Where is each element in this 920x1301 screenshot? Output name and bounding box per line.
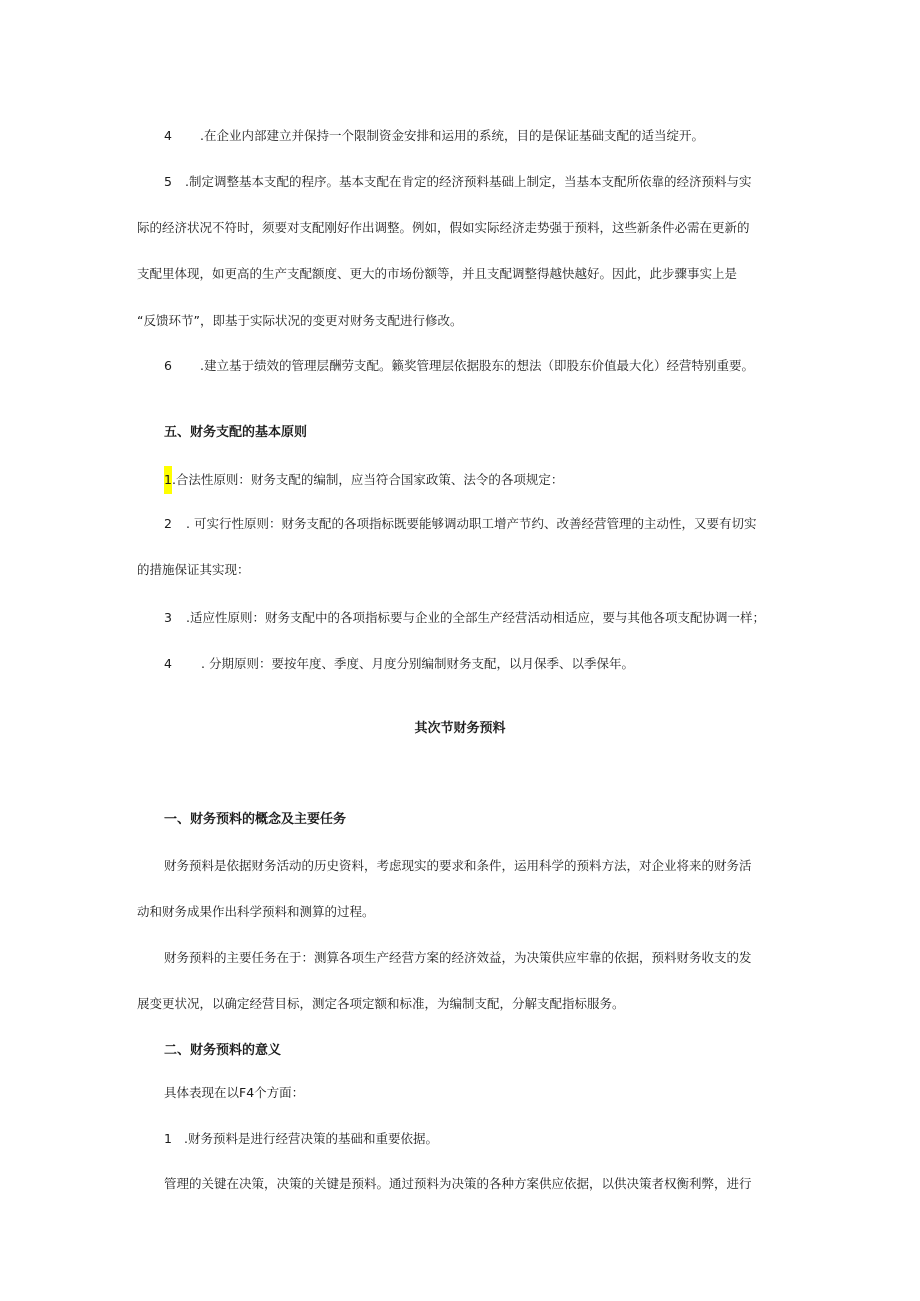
- section-2-paragraph: 管理的关键在决策，决策的关键是预料。通过预料为决策的各种方案供应依据，以供决策者权衡利弊，进行: [164, 1176, 752, 1191]
- item-number: 6: [164, 358, 172, 373]
- item-number: 1: [164, 1131, 172, 1146]
- item-text: .合法性原则：财务支配的编制，应当符合国家政策、法令的各项规定：: [171, 472, 564, 487]
- item-number: 4: [164, 656, 172, 671]
- section-2-item-1: [164, 1131, 438, 1147]
- section-1-paragraph-1: 财务预料是依据财务活动的历史资料，考虑现实的要求和条件，运用科学的预料方法，对企业将来的财务活: [164, 858, 752, 873]
- section-1-paragraph-1-continuation: 动和财务成果作出科学预料和测算的过程。: [137, 904, 375, 919]
- item-text: .财务预料是进行经营决策的基础和重要依据。: [184, 1131, 438, 1146]
- principle-2: [164, 516, 756, 532]
- principle-4: [164, 656, 634, 672]
- item-5: [164, 174, 751, 190]
- highlight-marker: [164, 466, 172, 494]
- item-text: . 分期原则：要按年度、季度、月度分别编制财务支配，以月保季、以季保年。: [201, 656, 634, 671]
- principle-2-continuation: 的措施保证其实现：: [137, 562, 250, 577]
- item-5-continuation: “反馈环节”，即基于实际状况的变更对财务支配进行修改。: [137, 313, 463, 328]
- section-1-paragraph-2-continuation: 展变更状况，以确定经营目标，测定各项定额和标准，为编制支配，分解支配指标服务。: [137, 996, 625, 1011]
- section-1-paragraph-2: 财务预料的主要任务在于：测算各项生产经营方案的经济效益，为决策供应牢靠的依据，预料财务收支的发: [164, 950, 752, 965]
- item-number: 2: [164, 516, 172, 531]
- item-text: .在企业内部建立并保持一个限制资金安排和运用的系统，目的是保证基础支配的适当绽开。: [200, 128, 704, 143]
- item-5-continuation: 际的经济状况不符时，须要对支配刚好作出调整。例如，假如实际经济走势强于预料，这些新条件必需在更新的: [137, 220, 750, 235]
- item-text: . 可实行性原则：财务支配的各项指标既要能够调动职工增产节约、改善经营管理的主动性，又要有切实: [186, 516, 757, 531]
- item-number: 3: [164, 610, 172, 625]
- chapter-title: 其次节财务预料: [414, 721, 506, 736]
- item-4: [164, 128, 704, 144]
- item-text: .制定调整基本支配的程序。基本支配在肯定的经济预料基础上制定，当基本支配所依靠的经济预料与实: [185, 174, 752, 189]
- item-5-continuation: 支配里体现，如更高的生产支配额度、更大的市场份额等，并且支配调整得越快越好。因此，此步骤事实上是: [137, 266, 738, 281]
- item-number: 4: [164, 128, 172, 143]
- section-2-title: 二、财务预料的意义: [164, 1043, 282, 1058]
- section-1-title: 一、财务预料的概念及主要任务: [164, 812, 347, 827]
- item-text: .适应性原则：财务支配中的各项指标要与企业的全部生产经营活动相适应，要与其他各项支配协调一样；: [186, 610, 765, 625]
- section-5-title: 五、财务支配的基本原则: [164, 425, 308, 440]
- section-2-intro: 具体表现在以F4个方面：: [164, 1085, 305, 1100]
- principle-3: [164, 610, 765, 626]
- item-number: 1: [164, 472, 172, 487]
- item-number: 5: [164, 174, 172, 189]
- principle-1: [164, 466, 563, 494]
- item-6: [164, 358, 754, 374]
- item-text: .建立基于绩效的管理层酬劳支配。籁奖管理层依据股东的想法（即股东价值最大化）经营特别重要。: [200, 358, 754, 373]
